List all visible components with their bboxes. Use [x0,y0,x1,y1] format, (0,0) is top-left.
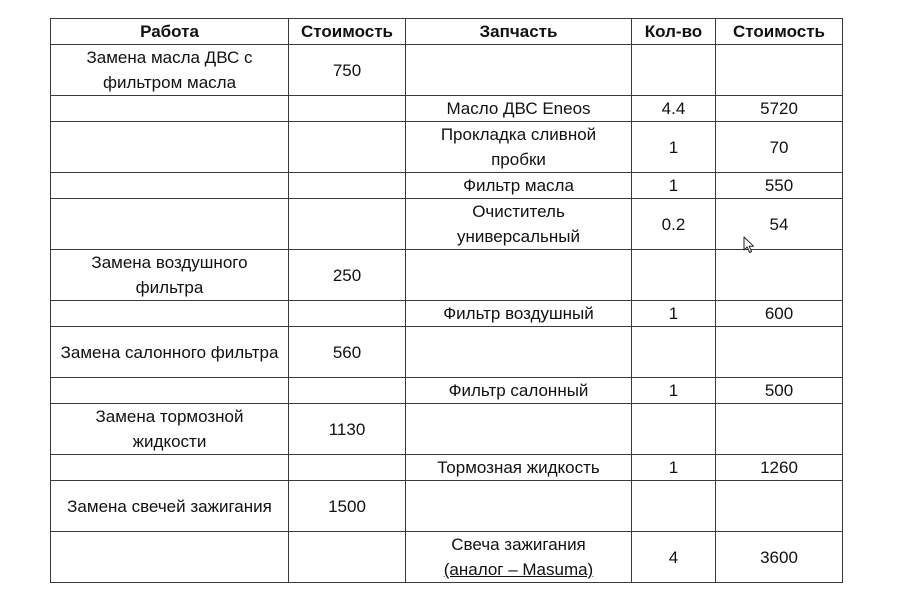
cell-part-cost [716,250,843,301]
cell-part-cost: 1260 [716,455,843,481]
cell-part: Тормозная жидкость [406,455,632,481]
cell-quantity: 1 [632,173,716,199]
cell-work-cost [289,301,406,327]
cell-work [51,301,289,327]
table-row [51,173,843,199]
cell-part-cost: 3600 [716,532,843,583]
cell-part-cost: 550 [716,173,843,199]
cell-quantity: 0.2 [632,199,716,250]
cell-quantity: 1 [632,455,716,481]
cell-work [51,455,289,481]
cell-part: Прокладка сливной пробки [406,122,632,173]
cell-work: Замена свечей зажигания [51,481,289,532]
part-name: Свеча зажигания [451,535,586,554]
mouse-pointer-icon [743,236,755,254]
table-row [51,532,843,583]
cell-part-cost [716,327,843,378]
cell-work-cost: 560 [289,327,406,378]
cell-quantity [632,404,716,455]
cell-work-cost [289,122,406,173]
cell-work-cost: 1500 [289,481,406,532]
cell-work-cost: 1130 [289,404,406,455]
cell-quantity [632,250,716,301]
cell-part [406,327,632,378]
cell-work-cost [289,455,406,481]
part-note: (аналог – Masuma) [443,560,594,579]
table-row [51,327,843,378]
cell-part-cost [716,481,843,532]
cell-part [406,404,632,455]
header-part-cost: Стоимость [716,19,843,45]
table-row [51,250,843,301]
table-container [50,18,842,583]
cell-work: Замена воздушного фильтра [51,250,289,301]
table-row [51,455,843,481]
cell-work-cost [289,96,406,122]
service-cost-table [50,18,843,583]
cell-part [406,250,632,301]
cell-part [406,532,632,583]
cell-part-cost: 70 [716,122,843,173]
cell-part: Масло ДВС Eneos [406,96,632,122]
cell-quantity [632,45,716,96]
cell-part [406,45,632,96]
cell-work: Замена масла ДВС с фильтром масла [51,45,289,96]
cell-work-cost [289,532,406,583]
table-row [51,96,843,122]
cell-work [51,96,289,122]
cell-part: Фильтр воздушный [406,301,632,327]
cell-part-cost [716,404,843,455]
table-row [51,378,843,404]
cell-part-cost [716,45,843,96]
cell-quantity: 4.4 [632,96,716,122]
header-part: Запчасть [406,19,632,45]
cell-part-cost: 5720 [716,96,843,122]
cell-work [51,532,289,583]
cell-work [51,122,289,173]
header-work-cost: Стоимость [289,19,406,45]
cell-quantity: 1 [632,301,716,327]
table-row [51,199,843,250]
cell-part [406,481,632,532]
table-row [51,481,843,532]
cell-work: Замена салонного фильтра [51,327,289,378]
cell-work [51,378,289,404]
cell-part-cost: 54 [716,199,843,250]
cell-part-cost: 500 [716,378,843,404]
cell-work-cost: 250 [289,250,406,301]
cell-quantity: 4 [632,532,716,583]
table-row [51,301,843,327]
table-header-row [51,19,843,45]
table-row [51,122,843,173]
cell-work [51,199,289,250]
cell-work-cost: 750 [289,45,406,96]
table-row [51,404,843,455]
cell-work [51,173,289,199]
cell-work: Замена тормозной жидкости [51,404,289,455]
cell-part: Фильтр масла [406,173,632,199]
table-row [51,45,843,96]
cell-quantity [632,481,716,532]
cell-quantity: 1 [632,122,716,173]
header-work: Работа [51,19,289,45]
cell-work-cost [289,173,406,199]
cell-work-cost [289,378,406,404]
cell-work-cost [289,199,406,250]
cell-part: Фильтр салонный [406,378,632,404]
cell-part: Очиститель универсальный [406,199,632,250]
cell-quantity [632,327,716,378]
cell-quantity: 1 [632,378,716,404]
header-quantity: Кол-во [632,19,716,45]
cell-part-cost: 600 [716,301,843,327]
